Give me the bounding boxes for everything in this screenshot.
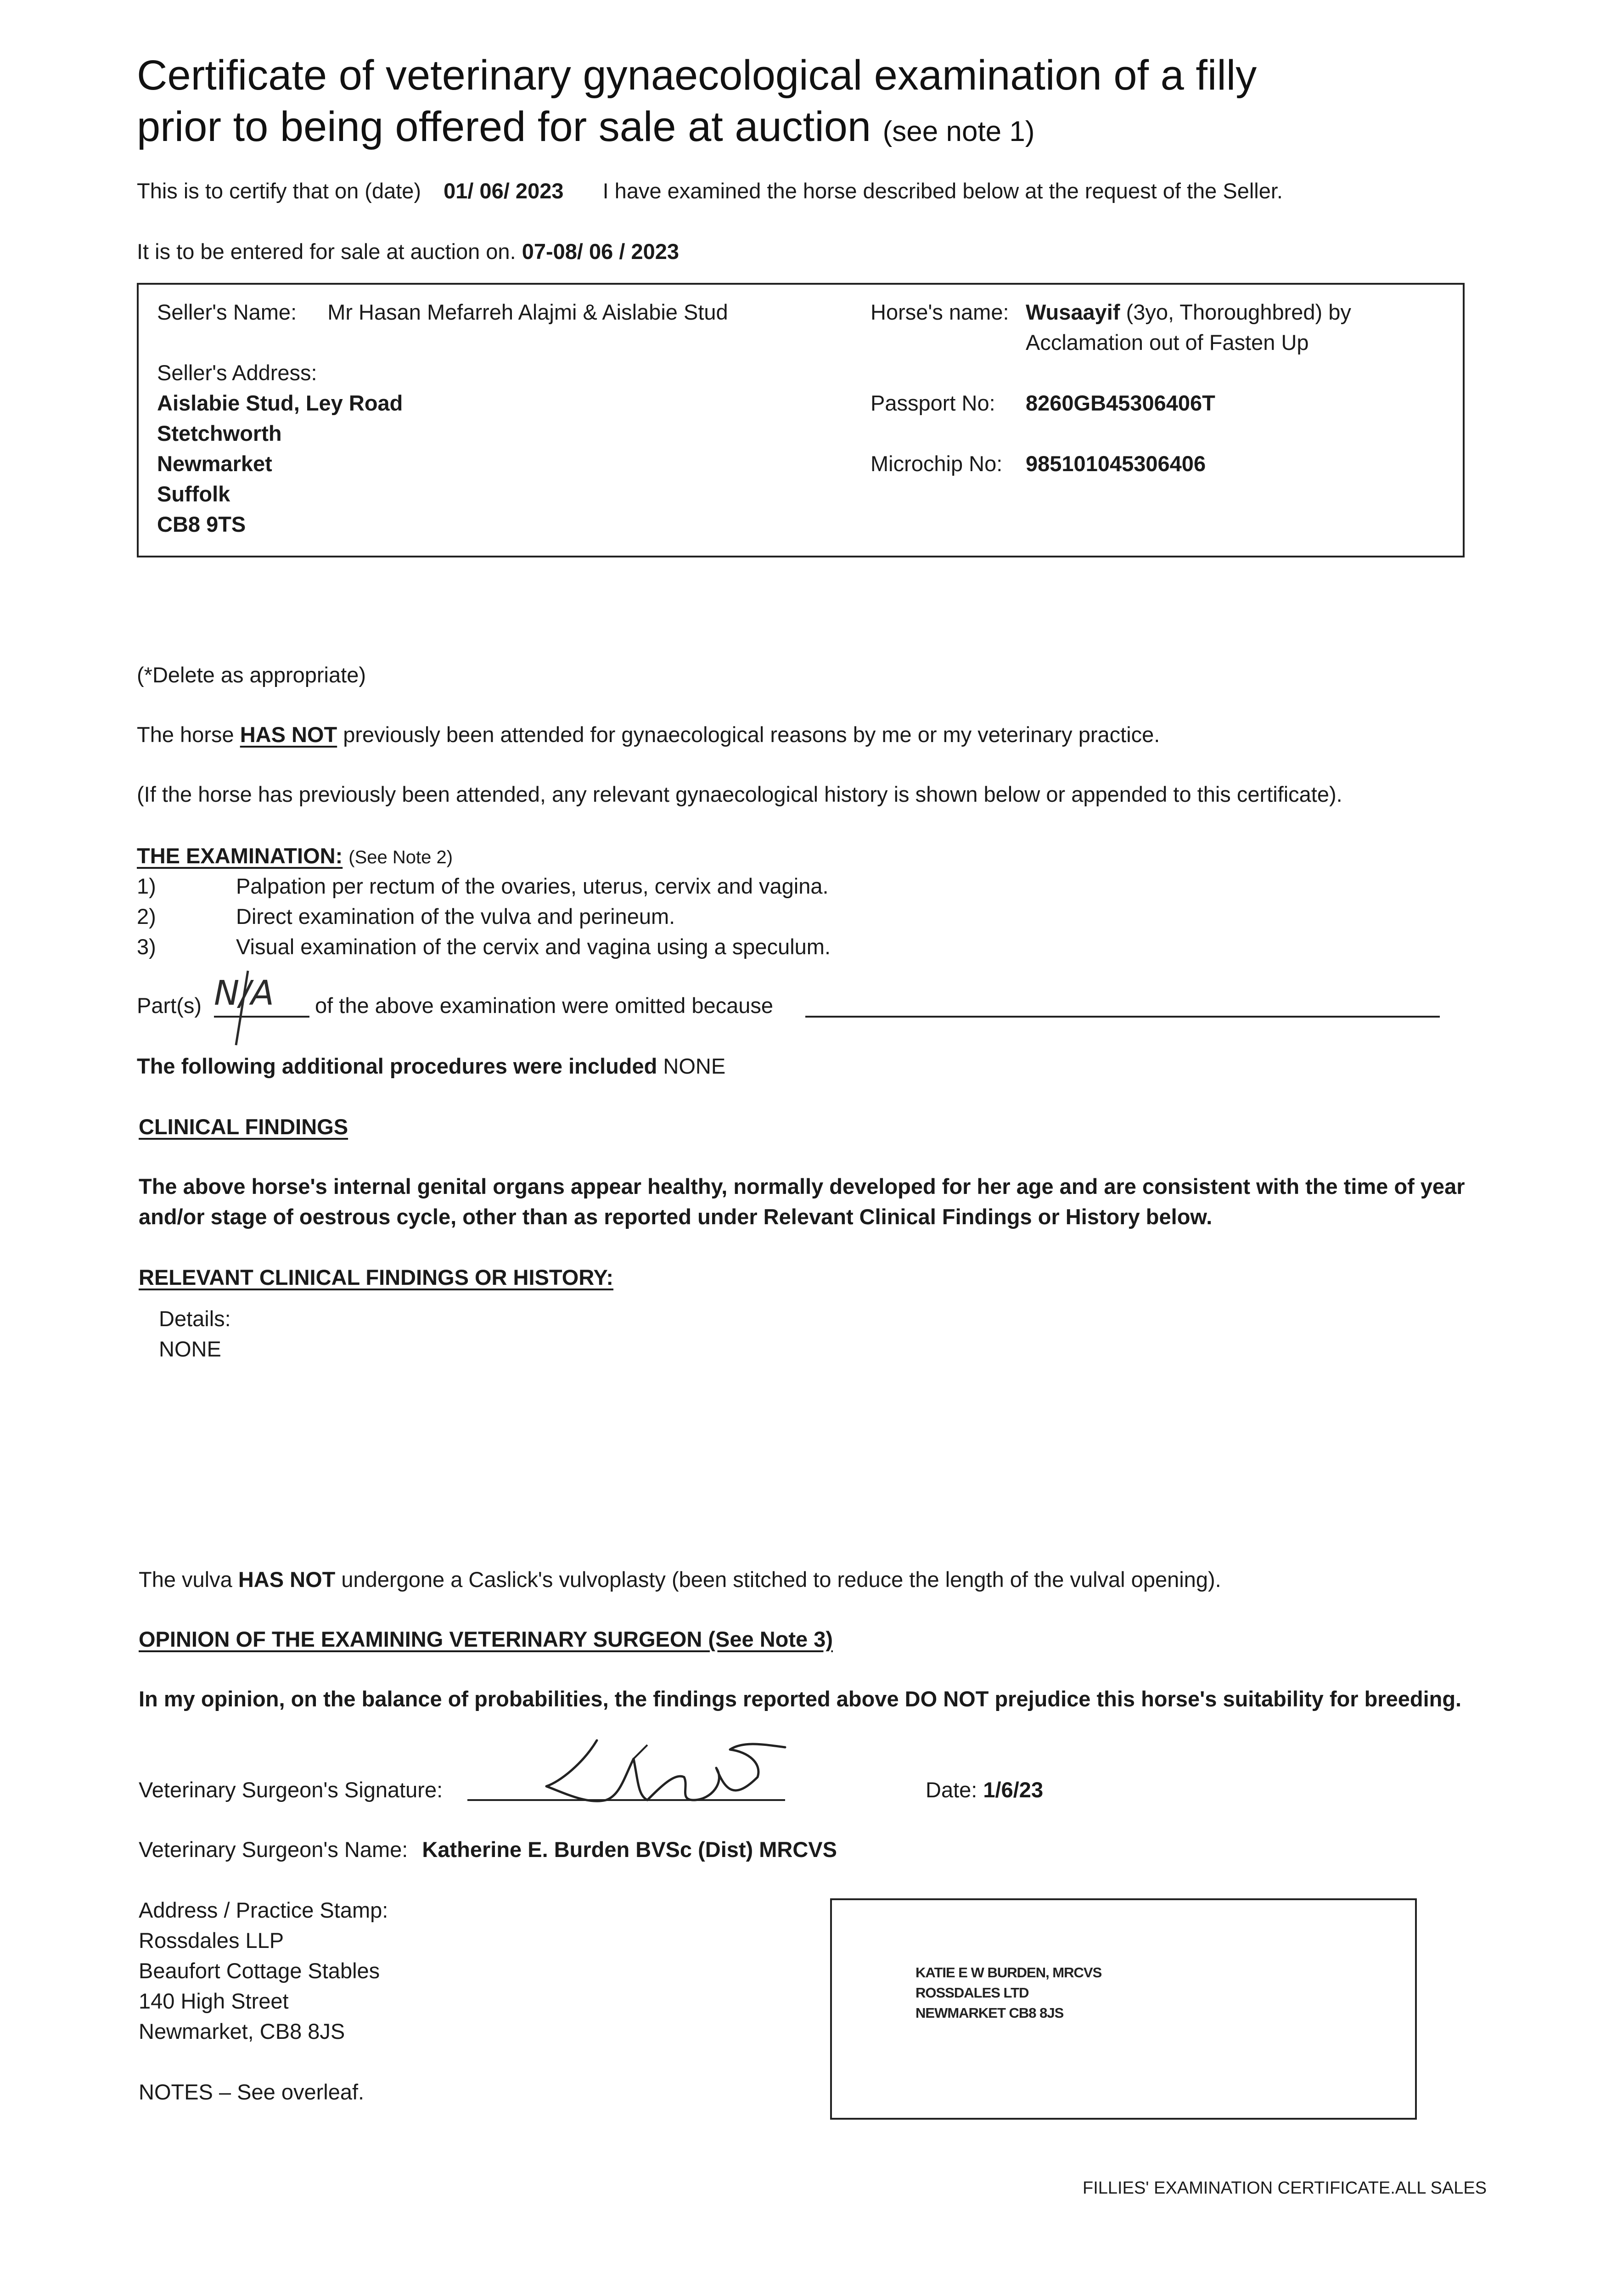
handwritten-slash-stroke: [230, 969, 257, 1047]
examination-heading-note: (See Note 2): [348, 847, 453, 867]
seller-address-label: Seller's Address:: [157, 360, 317, 385]
examination-item-number: 2): [137, 904, 156, 929]
seller-name: Mr Hasan Mefarreh Alajmi & Aislabie Stud: [327, 300, 728, 324]
handwritten-signature: [528, 1731, 794, 1818]
omitted-reason-line: [805, 1016, 1440, 1018]
footer-form-name: FILLIES' EXAMINATION CERTIFICATE.ALL SALES: [1083, 2178, 1487, 2198]
auction-statement: [137, 238, 679, 265]
vet-name-row: [139, 1836, 837, 1863]
title-note: (see note 1): [882, 116, 1035, 147]
practice-address-line: Beaufort Cottage Stables: [139, 1958, 380, 1983]
seller-address-line: Aislabie Stud, Ley Road: [157, 391, 403, 415]
attended-status: HAS NOT: [240, 722, 337, 747]
examination-item-text: Direct examination of the vulva and perineum.: [236, 904, 675, 929]
attended-note: (If the horse has previously been attended, any relevant gynaecological history is shown below or appended to this certificate).: [137, 782, 1342, 806]
opinion-text: In my opinion, on the balance of probabilities, the findings reported above DO NOT prejudice this horse's suitability for breeding.: [139, 1687, 1462, 1711]
examination-item-text: Visual examination of the cervix and vagina using a speculum.: [236, 934, 831, 959]
clinical-findings-line-2: and/or stage of oestrous cycle, other than as reported under Relevant Clinical Findings or History below.: [139, 1204, 1213, 1229]
vet-name: Katherine E. Burden BVSc (Dist) MRCVS: [422, 1837, 837, 1862]
title-main-text: prior to being offered for sale at auction: [137, 103, 871, 150]
seller-address-line: Stetchworth: [157, 421, 282, 445]
certificate-title-line-2: [137, 101, 1035, 158]
attended-suffix: previously been attended for gynaecological reasons by me or my veterinary practice.: [343, 722, 1160, 747]
vulva-suffix: undergone a Caslick's vulvoplasty (been stitched to reduce the length of the vulval opening).: [341, 1567, 1221, 1592]
additional-procedures-row: [137, 1052, 725, 1080]
certificate-title-line-1: Certificate of veterinary gynaecological examination of a filly: [137, 52, 1257, 99]
attended-statement: [137, 721, 1160, 748]
passport-label: Passport No:: [870, 391, 995, 415]
examination-item-number: 1): [137, 874, 156, 898]
horse-name: Wusaayif: [1026, 300, 1120, 324]
signature-date-row: [926, 1776, 1043, 1804]
vulva-statement: [139, 1566, 1221, 1593]
examination-item-number: 3): [137, 934, 156, 959]
seller-name-row: [157, 298, 728, 326]
practice-label: Address / Practice Stamp:: [139, 1898, 388, 1922]
parts-handwritten-value: N/A: [214, 974, 274, 1013]
practice-address-line: 140 High Street: [139, 1989, 289, 2013]
clinical-findings-heading: CLINICAL FINDINGS: [139, 1114, 348, 1139]
practice-address-line: Newmarket, CB8 8JS: [139, 2019, 345, 2043]
clinical-findings-line-1: The above horse's internal genital organs appear healthy, normally developed for her age and are consistent with the time of year: [139, 1174, 1465, 1199]
horse-name-row: [1026, 298, 1351, 326]
certify-prefix: This is to certify that on (date): [137, 179, 421, 203]
certify-statement: [137, 177, 1283, 205]
examination-heading-row: [137, 842, 453, 871]
examination-heading: THE EXAMINATION:: [137, 844, 343, 868]
microchip-number: 985101045306406: [1026, 451, 1206, 476]
vulva-prefix: The vulva: [139, 1567, 232, 1592]
parts-label: Part(s): [137, 993, 202, 1018]
signature-label: Veterinary Surgeon's Signature:: [139, 1778, 443, 1802]
horse-description: (3yo, Thoroughbred) by: [1126, 300, 1351, 324]
omitted-text: of the above examination were omitted because: [315, 993, 774, 1018]
horse-description-line-2: Acclamation out of Fasten Up: [1026, 330, 1309, 355]
delete-note: (*Delete as appropriate): [137, 663, 366, 687]
vet-name-label: Veterinary Surgeon's Name:: [139, 1837, 408, 1862]
opinion-heading: OPINION OF THE EXAMINING VETERINARY SURGEON (See Note 3): [139, 1627, 833, 1651]
notes-overleaf: NOTES – See overleaf.: [139, 2080, 365, 2104]
examination-item-text: Palpation per rectum of the ovaries, uterus, cervix and vagina.: [236, 874, 829, 898]
parts-field-line: [214, 1016, 309, 1018]
attended-prefix: The horse: [137, 722, 234, 747]
practice-address-line: Rossdales LLP: [139, 1928, 284, 1953]
vulva-status: HAS NOT: [238, 1567, 336, 1592]
stamp-line: ROSSDALES LTD: [915, 1985, 1029, 2001]
details-value: NONE: [159, 1337, 221, 1361]
stamp-line: NEWMARKET CB8 8JS: [915, 2005, 1064, 2021]
microchip-label: Microchip No:: [870, 451, 1003, 476]
relevant-findings-heading: RELEVANT CLINICAL FINDINGS OR HISTORY:: [139, 1265, 614, 1289]
certify-suffix: I have examined the horse described below at the request of the Seller.: [602, 179, 1283, 203]
examination-date: 01/ 06/ 2023: [444, 179, 564, 203]
additional-procedures-label: The following additional procedures were included: [137, 1054, 657, 1078]
additional-procedures-value: NONE: [663, 1054, 726, 1078]
seller-address-line: Suffolk: [157, 482, 230, 506]
auction-prefix: It is to be entered for sale at auction on.: [137, 239, 516, 264]
stamp-line: KATIE E W BURDEN, MRCVS: [915, 1964, 1102, 1981]
signature-date-label: Date:: [926, 1778, 977, 1802]
auction-date: 07-08/ 06 / 2023: [522, 239, 680, 264]
passport-number: 8260GB45306406T: [1026, 391, 1215, 415]
signature-date: 1/6/23: [983, 1778, 1044, 1802]
seller-address-line: Newmarket: [157, 451, 272, 476]
seller-name-label: Seller's Name:: [157, 300, 297, 324]
details-label: Details:: [159, 1306, 231, 1331]
horse-name-label: Horse's name:: [870, 300, 1009, 324]
seller-address-line: CB8 9TS: [157, 512, 246, 536]
